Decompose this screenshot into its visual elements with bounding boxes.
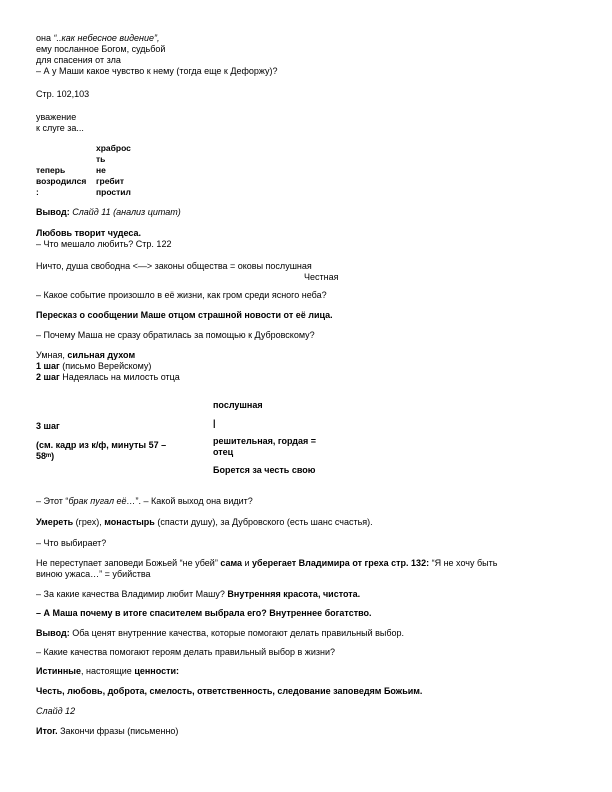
line-6: уважение [36, 112, 77, 122]
table2-left [36, 421, 166, 462]
line-22: Не переступает заповеди Божьей “не убей” сама и уберегает Владимира от греха стр. 132: “Я не хочу быть [36, 558, 498, 568]
table1-left-cell: теперь [36, 165, 66, 175]
table1-right-cell: гребит [96, 176, 124, 186]
line-4: – А у Маши какое чувство к нему (тогда еще к Дефоржу)? [36, 66, 278, 76]
line-values: Честь, любовь, доброта, смелость, ответственность, следование заповедям Божьим. [36, 686, 423, 696]
table2-left-cell: 58ᵐ) [36, 451, 55, 461]
table2-right [213, 400, 316, 476]
table2-right-cell: | [213, 418, 216, 428]
line-23: виною ужаса…” = убийства [36, 569, 151, 579]
table1-right-cell: храброс [96, 143, 131, 153]
line-9: Любовь творит чудеса. [36, 228, 141, 238]
line-page-ref: Стр. 102,103 [36, 89, 90, 99]
table1-left [36, 165, 86, 198]
line-7: к слуге за... [36, 123, 84, 133]
table2-left-cell: (см. кадр из к/ф, минуты 57 – [36, 440, 167, 450]
table1-right-cell: не [96, 165, 106, 175]
line-3: для спасения от зла [36, 55, 121, 65]
line-11: Ничто, душа свободна <—> законы общества = оковы послушная [36, 261, 312, 271]
line-16: Умная, сильная духом [36, 350, 136, 360]
line-28: Истинные, настоящие ценности: [36, 666, 180, 676]
line-15: – Почему Маша не сразу обратилась за помощью к Дубровскому? [36, 330, 315, 340]
line-21: – Что выбирает? [36, 538, 107, 548]
line-10: – Что мешало любить? Стр. 122 [36, 239, 172, 249]
line-conclusion-1: Вывод: Слайд 11 (анализ цитат) [36, 207, 181, 217]
table2-right-cell: решительная, гордая = [213, 436, 317, 446]
line-24: – За какие качества Владимир любит Машу? Внутренняя красота, чистота. [36, 589, 361, 599]
table1-right-cell: простил [96, 187, 131, 197]
line-17: 1 шаг (письмо Верейскому) [36, 361, 152, 371]
table1-right-cell: ть [96, 154, 106, 164]
line-20: Умереть (грех), монастырь (спасти душу), за Дубровского (есть шанс счастья). [36, 517, 373, 527]
line-2: ему посланное Богом, судьбой [36, 44, 166, 54]
table2-right-cell: Борется за честь свою [213, 465, 316, 475]
table2-left-cell: 3 шаг [36, 421, 60, 431]
table2-right-cell: послушная [213, 400, 263, 410]
line-slide-12: Слайд 12 [36, 706, 76, 716]
line-1: она “..как небесное видение”, [36, 33, 160, 43]
table1-left-cell: : [36, 187, 39, 197]
line-13: – Какое событие произошло в её жизни, как гром среди ясного неба? [36, 290, 327, 300]
line-18: 2 шаг Надеялась на милость отца [36, 372, 180, 382]
line-19: – Этот “брак пугал её…”. – Какой выход она видит? [36, 496, 253, 506]
line-14: Пересказ о сообщении Маше отцом страшной новости от её лица. [36, 310, 333, 320]
line-12: Честная [304, 272, 339, 282]
line-summary: Итог. Закончи фразы (письменно) [36, 726, 179, 736]
table2-right-cell: отец [213, 447, 234, 457]
table1-right [96, 143, 131, 198]
line-25: – А Маша почему в итоге спасителем выбрала его? Внутреннее богатство. [36, 608, 372, 618]
line-27: – Какие качества помогают героям делать правильный выбор в жизни? [36, 647, 335, 657]
table1-left-cell: возродился [36, 176, 87, 186]
line-conclusion-2: Вывод: Оба ценят внутренние качества, которые помогают делать правильный выбор. [36, 628, 405, 638]
